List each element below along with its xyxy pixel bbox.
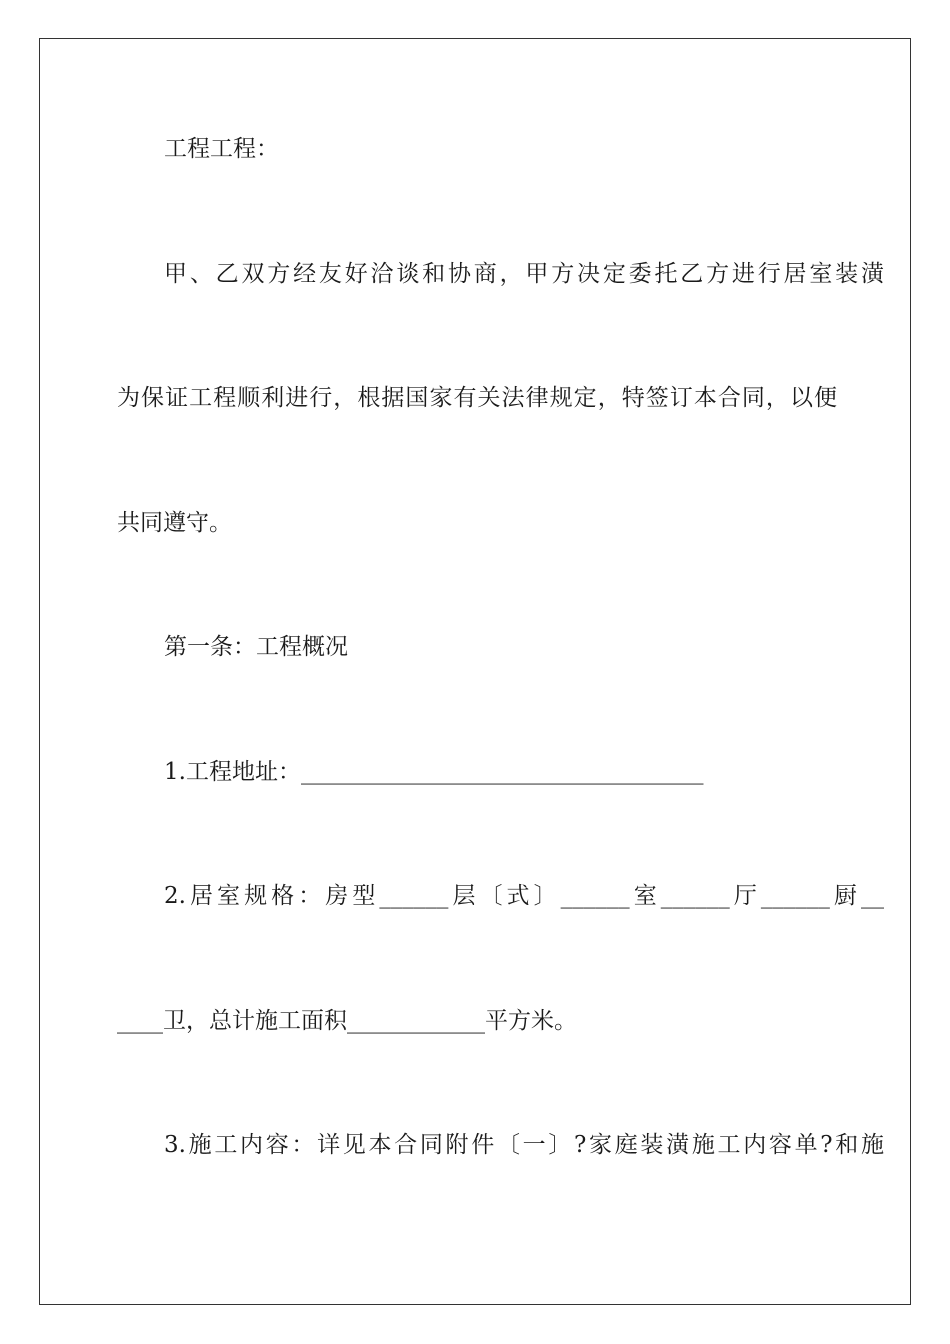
intro-paragraph-line-1: 甲、乙双方经友好洽谈和协商，甲方决定委托乙方进行居室装潢 [164,261,884,287]
room-spec-line-2: ____卫，总计施工面积____________平方米。 [117,1008,577,1034]
intro-paragraph-line-3: 共同遵守。 [117,510,232,536]
project-heading: 工程工程： [164,136,279,162]
construction-content-line: 3.施工内容：详见本合同附件〔一〕?家庭装潢施工内容单?和施 [164,1132,884,1158]
article-one-title: 第一条：工程概况 [164,634,348,660]
room-spec-line-1: 2.居室规格：房型______层〔式〕______室______厅______厨__ [164,883,884,909]
project-address-field: 1.工程地址：___________________________________ [164,759,704,785]
intro-paragraph-line-2: 为保证工程顺利进行，根据国家有关法律规定，特签订本合同，以便 [117,385,837,411]
page-frame [39,38,911,1305]
